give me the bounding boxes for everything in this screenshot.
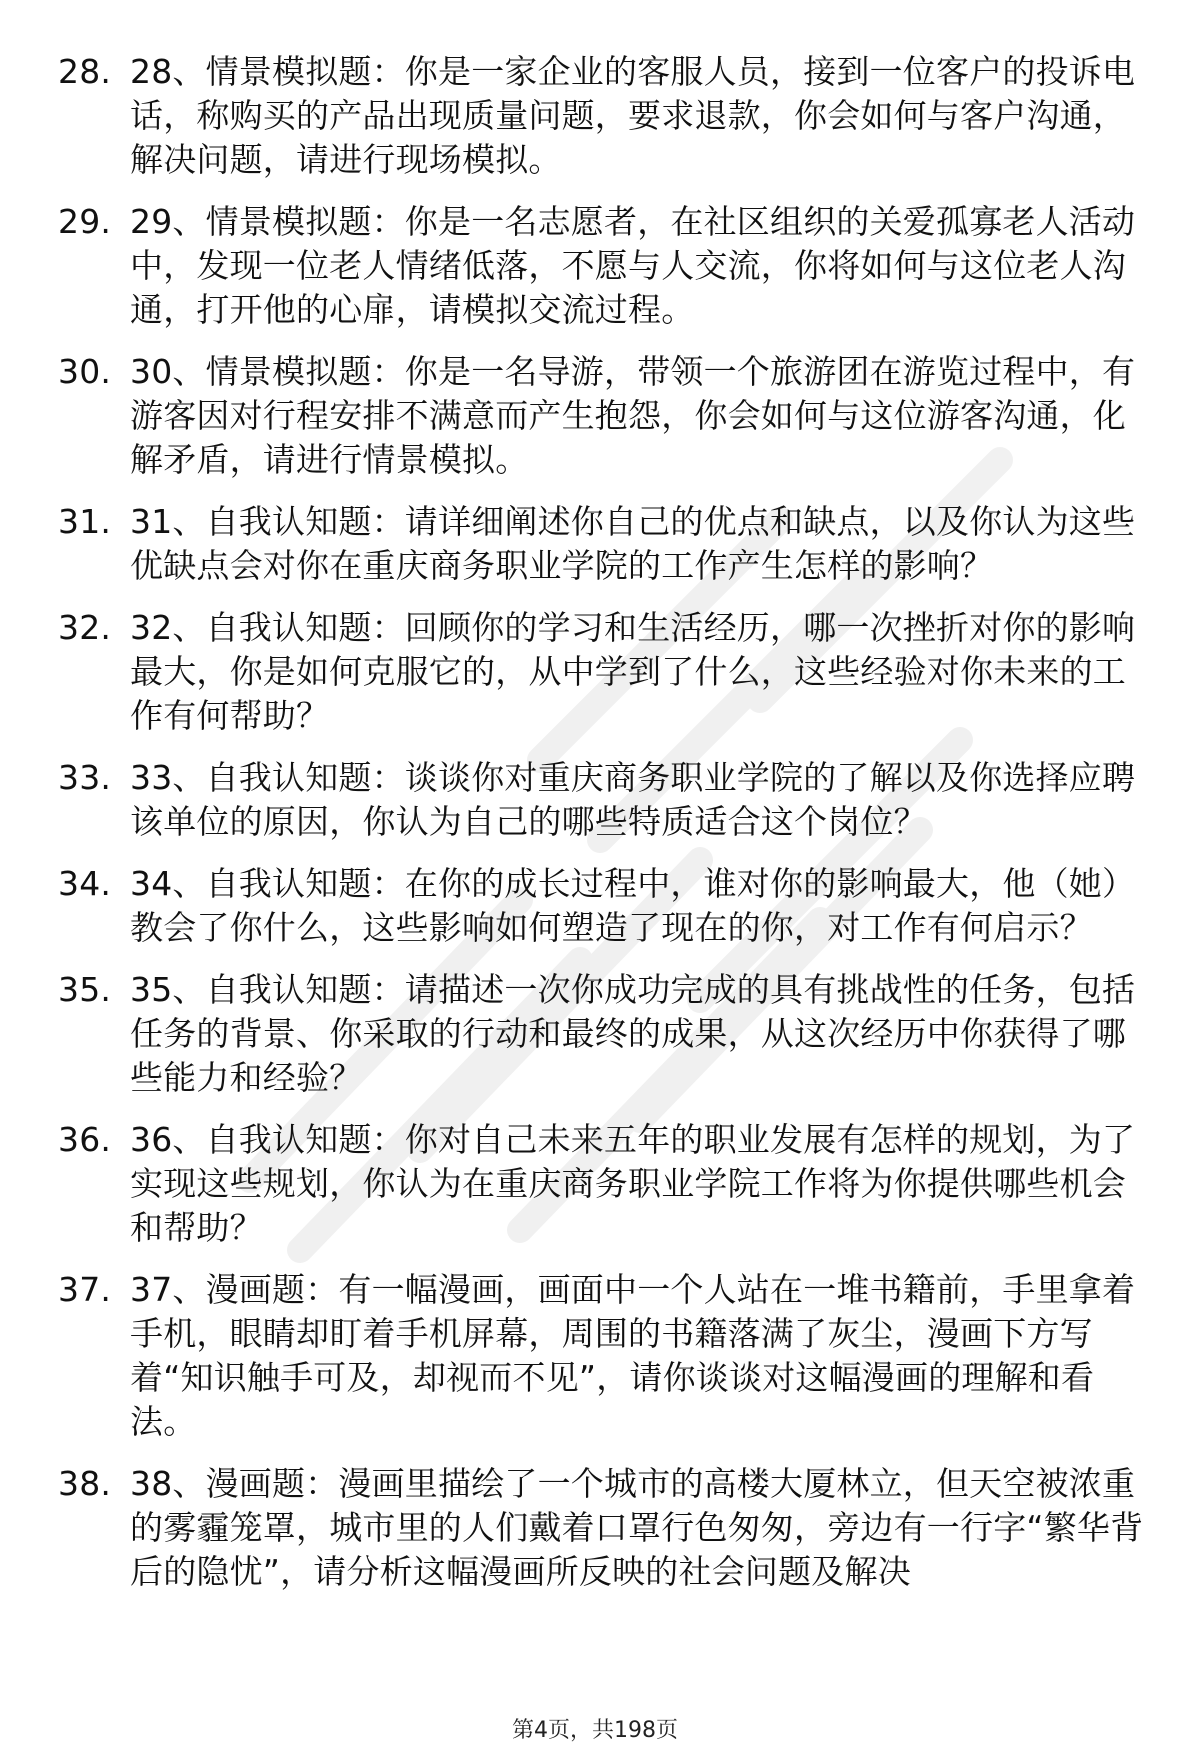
list-item bbox=[58, 756, 1158, 844]
question-text: 33、自我认知题：谈谈你对重庆商务职业学院的了解以及你选择应聘该单位的原因，你认为自己的哪些特质适合这个岗位？ bbox=[130, 758, 1136, 841]
question-number: 34. bbox=[58, 864, 112, 903]
question-text: 32、自我认知题：回顾你的学习和生活经历，哪一次挫折对你的影响最大，你是如何克服它的，从中学到了什么，这些经验对你未来的工作有何帮助？ bbox=[130, 608, 1136, 735]
list-item bbox=[58, 50, 1158, 182]
question-text: 36、自我认知题：你对自己未来五年的职业发展有怎样的规划，为了实现这些规划，你认为在重庆商务职业学院工作将为你提供哪些机会和帮助？ bbox=[130, 1120, 1136, 1247]
page-footer: 第4页，共198页 bbox=[512, 1718, 678, 1743]
question-number: 28. bbox=[58, 52, 112, 91]
list-item bbox=[58, 968, 1158, 1100]
question-text: 35、自我认知题：请描述一次你成功完成的具有挑战性的任务，包括任务的背景、你采取的行动和最终的成果，从这次经历中你获得了哪些能力和经验？ bbox=[130, 970, 1136, 1097]
question-number: 29. bbox=[58, 202, 112, 241]
question-number: 36. bbox=[58, 1120, 112, 1159]
question-text: 30、情景模拟题：你是一名导游，带领一个旅游团在游览过程中，有游客因对行程安排不满意而产生抱怨，你会如何与这位游客沟通，化解矛盾，请进行情景模拟。 bbox=[130, 352, 1136, 479]
question-text: 31、自我认知题：请详细阐述你自己的优点和缺点，以及你认为这些优缺点会对你在重庆商务职业学院的工作产生怎样的影响？ bbox=[130, 502, 1136, 585]
list-item bbox=[58, 350, 1158, 482]
list-item bbox=[58, 862, 1158, 950]
list-item bbox=[58, 606, 1158, 738]
question-number: 38. bbox=[58, 1464, 112, 1503]
question-number: 35. bbox=[58, 970, 112, 1009]
question-text: 37、漫画题：有一幅漫画，画面中一个人站在一堆书籍前，手里拿着手机，眼睛却盯着手机屏幕，周围的书籍落满了灰尘，漫画下方写着“知识触手可及，却视而不见”，请你谈谈对这幅漫画的理解和看法。 bbox=[130, 1270, 1136, 1441]
list-item bbox=[58, 500, 1158, 588]
question-text: 28、情景模拟题：你是一家企业的客服人员，接到一位客户的投诉电话，称购买的产品出现质量问题，要求退款，你会如何与客户沟通，解决问题，请进行现场模拟。 bbox=[130, 52, 1136, 179]
question-text: 29、情景模拟题：你是一名志愿者，在社区组织的关爱孤寡老人活动中，发现一位老人情绪低落，不愿与人交流，你将如何与这位老人沟通，打开他的心扉，请模拟交流过程。 bbox=[130, 202, 1136, 329]
question-number: 31. bbox=[58, 502, 112, 541]
question-number: 33. bbox=[58, 758, 112, 797]
list-item bbox=[58, 1462, 1158, 1594]
question-text: 38、漫画题：漫画里描绘了一个城市的高楼大厦林立，但天空被浓重的雾霾笼罩，城市里的人们戴着口罩行色匆匆，旁边有一行字“繁华背后的隐忧”，请分析这幅漫画所反映的社会问题及解决 bbox=[130, 1464, 1144, 1591]
question-text: 34、自我认知题：在你的成长过程中，谁对你的影响最大，他（她）教会了你什么，这些影响如何塑造了现在的你，对工作有何启示？ bbox=[130, 864, 1136, 947]
question-number: 30. bbox=[58, 352, 112, 391]
list-item bbox=[58, 200, 1158, 332]
question-number: 32. bbox=[58, 608, 112, 647]
list-item bbox=[58, 1268, 1158, 1444]
list-item bbox=[58, 1118, 1158, 1250]
question-number: 37. bbox=[58, 1270, 112, 1309]
question-list bbox=[58, 50, 1158, 1612]
